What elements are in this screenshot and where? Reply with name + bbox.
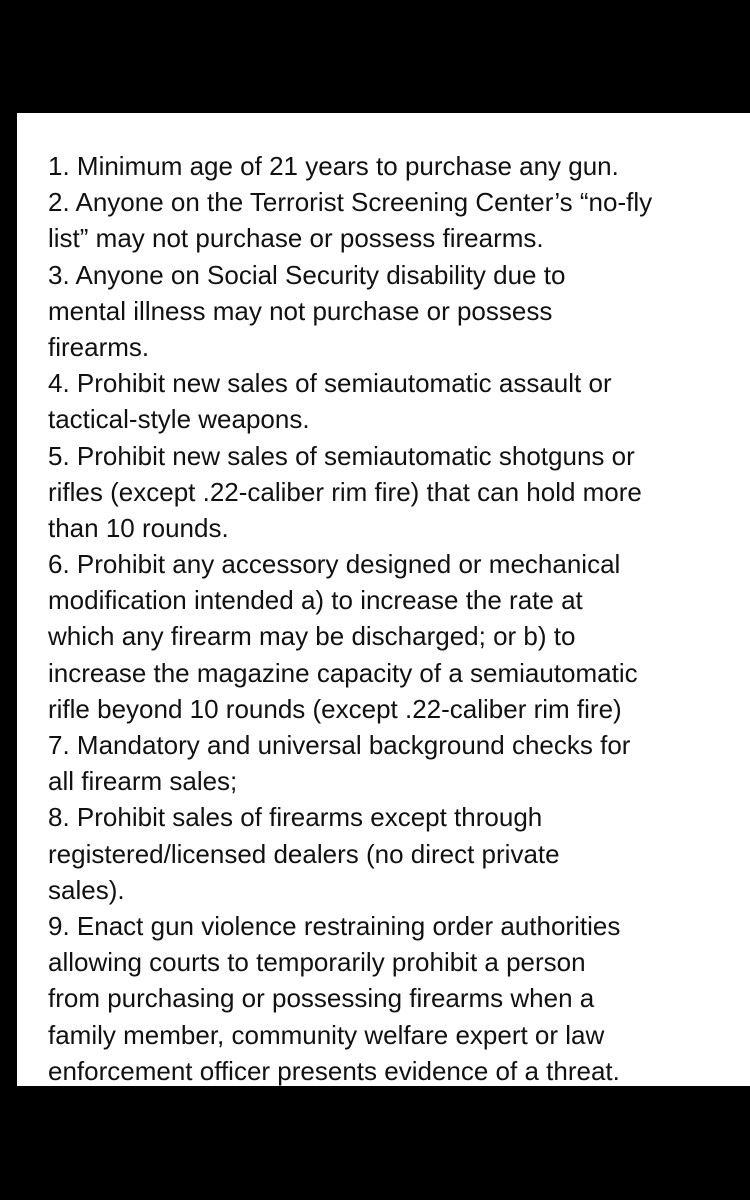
text-line: 4. Prohibit new sales of semiautomatic assault or [48, 368, 612, 399]
text-line: firearms. [48, 331, 150, 362]
text-line: mental illness may not purchase or possess [48, 295, 553, 326]
text-line: rifle beyond 10 rounds (except .22-caliber rim fire) [48, 693, 622, 724]
text-line: 8. Prohibit sales of firearms except through [48, 802, 543, 833]
text-line: family member, community welfare expert or law [48, 1019, 605, 1050]
text-line: from purchasing or possessing firearms when a [48, 983, 595, 1014]
text-line: tactical-style weapons. [48, 404, 310, 435]
text-line: allowing courts to temporarily prohibit a person [48, 947, 586, 978]
text-line: all firearm sales; [48, 766, 238, 797]
text-line: 5. Prohibit new sales of semiautomatic shotguns or [48, 440, 635, 471]
text-line: registered/licensed dealers (no direct private [48, 838, 560, 869]
text-line: rifles (except .22-caliber rim fire) that can hold more [48, 476, 642, 507]
text-line: list” may not purchase or possess firearms. [48, 223, 544, 254]
text-line: 7. Mandatory and universal background checks for [48, 730, 631, 760]
text-line: than 10 rounds. [48, 512, 229, 543]
text-line: 1. Minimum age of 21 years to purchase any gun. [48, 151, 619, 181]
text-line: modification intended a) to increase the rate at [48, 585, 583, 616]
text-line: 9. Enact gun violence restraining order authorities [48, 910, 621, 941]
policy-list [48, 148, 750, 1089]
document-page [17, 113, 750, 1086]
text-line: which any firearm may be discharged; or b) to [48, 621, 576, 652]
text-line: 3. Anyone on Social Security disability due to [48, 259, 566, 290]
text-line: sales). [48, 874, 125, 905]
text-line: 2. Anyone on the Terrorist Screening Center’s “no-fly [48, 187, 653, 218]
text-line: increase the magazine capacity of a semiautomatic [48, 657, 638, 688]
text-line: 6. Prohibit any accessory designed or mechanical [48, 549, 621, 580]
text-line: enforcement officer presents evidence of a threat. [48, 1055, 620, 1086]
